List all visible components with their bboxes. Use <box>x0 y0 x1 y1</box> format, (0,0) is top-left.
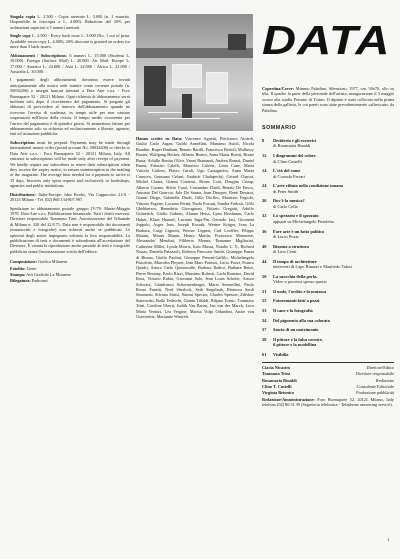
staff-name: Virginia Betonico <box>262 389 295 395</box>
toc-item[interactable] <box>262 229 394 240</box>
staff-role: Redazione <box>375 377 394 383</box>
distribution-text: Italia-Europe: Idea Books, Via Cappuccini 21/A - 20123 Milano - Tel. (02) 860.134-807.997. <box>10 191 130 203</box>
toc-item[interactable] <box>262 352 394 358</box>
toc-author: di Lino Centi <box>273 249 297 255</box>
toc-title: Rizoma a struttura <box>273 243 309 249</box>
credit-binding <box>10 278 130 283</box>
staff-row <box>262 365 394 370</box>
credit-fotolito-lead: Fotolito: <box>10 265 26 271</box>
price-italian-lead: Singola copia <box>10 14 36 19</box>
toc-author: di Carlo Cella <box>273 203 298 209</box>
toc-page-number: 8 <box>262 137 265 143</box>
cover-credit <box>262 86 394 113</box>
credit-fotolito <box>10 266 130 271</box>
toc-page-number: 50 <box>262 273 267 279</box>
toc-item[interactable] <box>262 308 394 314</box>
toc-title: L'età del rame <box>273 168 301 174</box>
staff-role: Direttore responsabile <box>355 371 394 377</box>
cover-artwork-photo <box>136 14 253 131</box>
staff-row <box>262 384 394 389</box>
toc-title: Il pittore e la falsa cornice, <box>273 336 323 342</box>
toc-page-number: 51 <box>262 288 267 294</box>
toc-page-number: 44 <box>262 258 267 264</box>
toc-title: L'arte rifiuta nella condizione umana <box>273 183 344 189</box>
toc-title: Il nodo, l'ordito e la matassa <box>273 288 327 294</box>
divider <box>262 362 394 363</box>
credit-binding-text: Padovani <box>30 278 48 284</box>
toc-title: La suocchia della perla. <box>273 273 318 279</box>
toc-title: Del pigmento alla sua colorata <box>273 317 330 323</box>
toc-page-number: 14 <box>262 168 267 174</box>
toc-page-number: 58 <box>262 336 267 342</box>
toc-item[interactable] <box>262 298 394 304</box>
toc-title: I diagrammi del colore <box>273 153 316 159</box>
toc-author: di Corrado Ferrari <box>273 173 305 179</box>
toc-title: Il tempo di architetture <box>273 258 317 264</box>
toc-page-number: 36 <box>262 228 267 234</box>
toc-item[interactable] <box>262 183 394 194</box>
toc-page-number: 24 <box>262 183 267 189</box>
payment-english-lead: Subscriptions <box>10 139 35 145</box>
toc-author: Video e processi spesso spazio <box>273 279 327 285</box>
subscription-info-column <box>10 14 130 285</box>
toc-item[interactable] <box>262 138 394 149</box>
credit-composition <box>10 259 130 264</box>
toc-page-number: 32 <box>262 213 267 219</box>
toc-page-number: 26 <box>262 198 267 204</box>
toc-item[interactable] <box>262 318 394 324</box>
price-italian-paragraph <box>10 14 130 30</box>
credit-binding-lead: Rilegatura: <box>10 278 31 284</box>
staff-name: Tommaso Trini <box>262 371 290 377</box>
legal-text: Spedizione in abbonamento postale gruppo IV/70. Marzo-Maggio 1978. Data Arte s.a.s. Pubblicazione bimestrale. Tutti i diritti riservati. Direttore responsabile Tommaso Trini. Autorizzazione del Tribunale di Milano n. 320 del 22.8.71. Data non è responsabile dei documenti (manoscritti e fotografie) non richiesti anche se pubblicati. Le opinioni degli autori impegnano soltanto la loro responsabilità. La pubblicazione di testi e documenti è subordinata all'accettazione del Direttore. È vietata la riproduzione anche parziale di testi e fotografie pubblicati senza l'autorizzazione scritta dell'editore. <box>10 205 130 254</box>
credit-print-lead: Stampa: <box>10 271 26 277</box>
staff-name: Ciacia Nicastro <box>262 365 291 371</box>
toc-title: Visibilia <box>273 351 289 357</box>
staff-role: Direttore/Editor <box>366 365 394 371</box>
masthead-staff <box>262 365 394 395</box>
contents-heading: SOMMARIO <box>262 124 297 131</box>
toc-page-number: 53 <box>262 308 267 314</box>
distribution-paragraph <box>10 192 130 203</box>
credit-fotolito-text: Linee <box>25 265 37 271</box>
staff-name: Rosamaria Rinaldi <box>262 377 297 383</box>
table-of-contents <box>262 138 394 358</box>
toc-title: Il cane e la fotografia <box>273 308 313 314</box>
contributors-list <box>136 136 254 319</box>
staff-row <box>262 390 394 395</box>
toc-author: interventi di Lapo Binazzi e Manfredo Tafuri <box>273 264 353 270</box>
toc-item[interactable] <box>262 168 394 179</box>
toc-title-cont: il pittore e la modellina <box>273 342 317 348</box>
staff-name: Clino T. Castelli <box>262 383 292 389</box>
credit-composition-lead: Composizione: <box>10 259 37 265</box>
toc-item[interactable] <box>262 198 394 209</box>
toc-item[interactable] <box>262 213 394 224</box>
subscriptions-rates-text: 6 numeri L. 15.000 (Studenti L. 10.000). Foreign (Surface Mail) L. 20.000. Air Mail: Europe L. 17.000 / America L. 24.000 / Asia L. 22.000 / Africa L. 21.000 / Australia L. 30.000. <box>10 52 130 74</box>
price-italian-text: L. 2.500 - Copie arretrate L. 3.000 (n. 1 esaurito. Disponibile in fotocopia a L. 4.000). Riduzione del 20% per ordinazioni superiori a 5 numeri arretrati. <box>10 14 130 30</box>
cover-credit-text: Mimmo Paladino, Silenzioso, 1977, cm. 50x70, olio su tela. Il quadro fa parte della personale dell'artista, inaugurazione il 3 maggio scorso alla studio Persano di Torino. Il dipinto è stato collocato nella prima stanza della galleria, le cui pareti sono state precedentemente «affrescate» da Paladino. <box>262 86 394 113</box>
page-number: 1 <box>387 537 390 542</box>
toc-item[interactable] <box>262 244 394 255</box>
price-english-paragraph <box>10 33 130 49</box>
toc-author: di Peter Smith <box>273 188 299 194</box>
price-english-text: L. 2.500 - Every back issue L. 3.000 (No. 1 out of print. Available xerox-copy L. 4.000). 20% discount is granted on orders for more than 5 back issues. <box>10 33 130 50</box>
toc-title: Dov'è la musica? <box>273 198 305 204</box>
toc-author: appunti su Michelangelo Pistoletto <box>273 218 335 224</box>
toc-item[interactable] <box>262 289 394 295</box>
toc-title: Fotoromanti fatti a pezzi <box>273 298 320 304</box>
payment-italian-paragraph <box>10 77 130 136</box>
editorial-address-text: Foro Buonaparte 52, 20121 Milano, Italy telefono (02) 80.31.39 (Segreteria telefonica - Telephone answering service). <box>262 396 394 408</box>
contributors-lead: Hanno scritto su Data: <box>136 136 183 141</box>
credit-print-text: Arti Grafiche La Monzese <box>25 271 71 277</box>
toc-item[interactable] <box>262 337 394 348</box>
payment-english-paragraph <box>10 140 130 189</box>
staff-role: Produzione pubblicità <box>356 389 394 395</box>
contributors-names: Vincenzo Agnetti, Pierfranco Aicardi, Giulio Carlo Argan, Guido Armellini, Massimo Asioli, Nicola Baudini, Ruper Banham, Renato Barilli, Francesco Bertoli, Mulberry Baxter, Wolfgang Becker, Alberto Boatto, Anna Maria Boetti, Bruno Boria, Achille Bonito Oliva, Vanni Bramanti, Andrea Branzi, Daniel Buren, Fabrizio Caleffi, Maurizio Calvesi, Louis Cane, Maria Vittoria Carloni, Flavio Caroli, Ugo Castagnotto, Anna Maria Casnova, Germano Celant, Jindrich Chalupecký, Gérard Chaoui, Michel Claura, Gianni Contessi, Bruno Corà, Douglas Crimp, Alberto Cuomo, Silvio Curzi, Costantino Dardi, Renato De Fusco, Antonio Del Guercio, Jole De Sanna, Jean Desoper, Renè Denizot, Gianni Diego, Gabriella Drudi, Gillo Dorfles, Maurizio Fagiolo, Vittorio Fagone, Luciano Fermi, Paolo Fossati, Sandra Furlotti, Gillo Ghebberzor, Benedetto Giovagnoni, Vittorio Gregotti, Adolfo Grünerich, Giulio Guberti, Alanna Heiss, Lynn Hershman, Carlo Huber, Klaus Honnef, Luciano Inga-Pin, Gerardo Iasi, Giovanni Joppolo, Asger Jorn, Joseph Kosuth, Werner Krüger, Ivan La Barbara, Luigi Lignoni, Werner Lippert, Carl Loeffler, Filippo Maiani, Mauro Manin, Henry Martin, Francesco Matarrese, Alessandro Mendini, Filiberto Menna, Ermanno Migliorini, Catherine Millet, Lynda Morris, Italo Mussa, Natalie L. Y., Richard Nonas, Daniela Palazzoli, Roberta Pancoast Smith, Giuseppe Panza di Biumo, Giulio Paolini, Giuseppe Penoni-Galfilo, Michelangelo Pistoletto, Marcelin Pleynet, Jean Marc Poinsot, Lucio Pozzi, Franco Quadri, Arturo Carlo Quintavalle, Barbara Radice, Barbara Reise, Pierre Restany, Paolo Rizzi, Massimo Roberti, Carla Romano, David Ross, Vittorio Rubiu, Giovanni Sala, Jean Louis Schefer, Arturo Schwarz, Gianfranco Schormenberger, Mario Serenellini, Paolo Rosso Fanetti, Noel Sherlock, Seth Siegelaub, Eleanora Sordi Simonetti, Silvana Sinisi, Naomi Spector, Charles Spencer, Zdislaw Stanowski, Balla Tedeschi, Gianni Tibaldi, Biljana Tomic, Tommaso Trini, Caroline Uberti, Judith Van Baron, Jan van der Marck, Luca Maria Venturi, Lea Vergine, Marisa Volpi Orlandini, Anzie von Graevenitz, Marianne Wintrett. <box>136 136 254 319</box>
staff-row <box>262 371 394 376</box>
credit-composition-text: Grafica Milanese <box>36 259 68 265</box>
staff-role: Consulente Editoriale <box>356 383 394 389</box>
editorial-address <box>262 397 394 408</box>
toc-page-number: 12 <box>262 153 267 159</box>
subscriptions-rates-paragraph <box>10 53 130 75</box>
magazine-logo: DATA <box>262 17 391 63</box>
toc-page-number: 52 <box>262 298 267 304</box>
toc-title: Storia di un matrimonio <box>273 327 319 333</box>
toc-item[interactable] <box>262 274 394 285</box>
subscriptions-rates-lead: Abbonamenti / Subscriptions: <box>10 52 67 58</box>
contributors-column <box>136 14 254 319</box>
toc-item[interactable] <box>262 259 394 270</box>
payment-italian-text: I pagamenti degli abbonamenti dovranno essere inviati anticipatamente alla nostra sede tramite conto corrente postale (n. 50034206) o assegni bancari intestati a Data Arte s.a.s. - Foro Buonaparte 52 - 20121 Milano. Ogni richiesta di abbonamento verrà inoltrata solo dopo il ricevimento del pagamento. Si pregano gli abbonati di provvedere al rinnovo dell'abbonamento quando ne ricevono l'avviso di scadenza, in tempo utile per non causare sospensioni nell'invio della rivista. Il tempo medio occorrente per l'arrivo del pagamento è di quindici giorni. Si ammettono fatture per abbonamento solo su richiesta ed esclusivamente a librerie, agenzie, enti ed istituzioni pubbliche. <box>10 77 130 137</box>
cover-credit-lead: Copertina/Cover: <box>262 86 295 91</box>
payment-english-text: must be prepaid. Payments may be made through international money order (postal account No. 50034206) or checks to Data Arte s.a.s. - Foro Buonaparte 52 - 20121 Milano, Italy. All entrance to subscriptions will be made only after receipt of payment. We kindly require our subscribers to renew their subscriptions when they receive the expiry notice, to ensure uninterruption in the mailing of the magazine. The average time needed for a payment to arrive is 15 days. Invoices only upon request and exclusively to bookshops, agencies and public institutions. <box>10 139 130 189</box>
toc-page-number: 57 <box>262 327 267 333</box>
toc-title: Lo spezzato e il spezzato <box>273 213 319 219</box>
toc-page-number: 61 <box>262 351 267 357</box>
toc-author: di Lucio Pozzi <box>273 234 299 240</box>
legal-paragraph <box>10 206 130 255</box>
toc-author: di Rosamaria Rinaldi <box>273 143 311 149</box>
editorial-address-lead: Redazione/Amministrazione: <box>262 396 315 402</box>
toc-page-number: 40 <box>262 243 267 249</box>
credits-block <box>10 259 130 284</box>
contents-column <box>262 14 394 408</box>
toc-title: Fare arte è un fatto politico <box>273 228 325 234</box>
toc-author: di Clino Castelli <box>273 158 302 164</box>
toc-title: Desiderio e gli esoterici <box>273 137 317 143</box>
toc-item[interactable] <box>262 153 394 164</box>
toc-page-number: 54 <box>262 317 267 323</box>
credit-print <box>10 272 130 277</box>
toc-item[interactable] <box>262 327 394 333</box>
distribution-lead: Distribuzione: <box>10 191 36 197</box>
staff-row <box>262 378 394 383</box>
price-english-lead: Single copy <box>10 33 31 39</box>
